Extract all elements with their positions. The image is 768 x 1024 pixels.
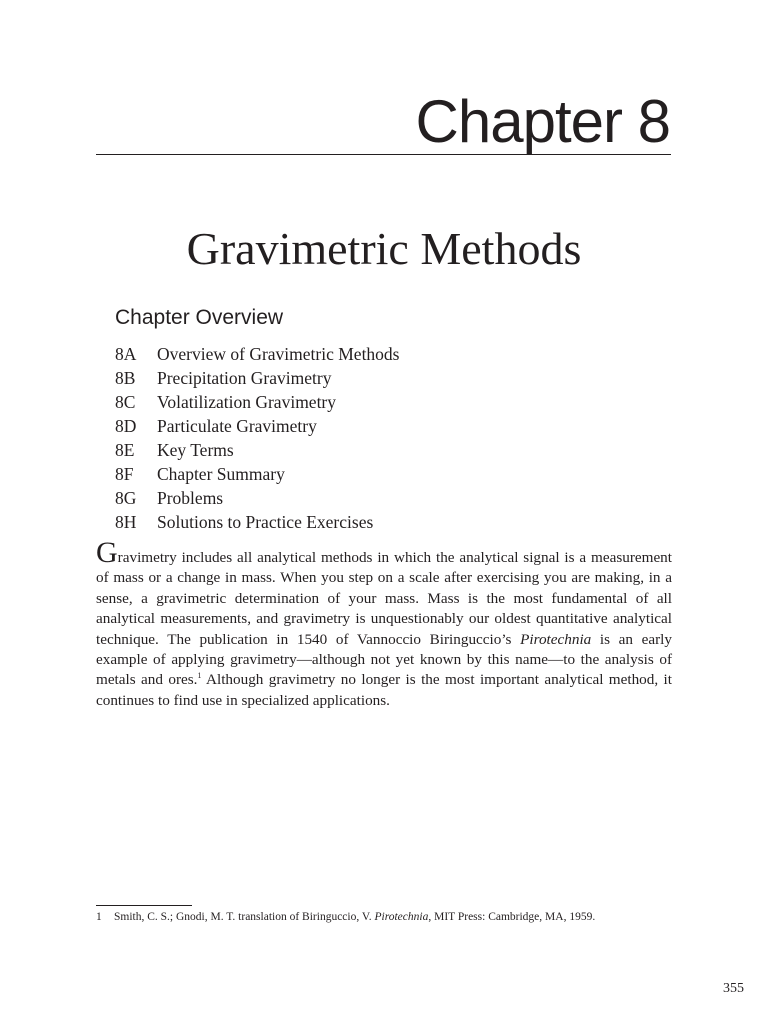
overview-item [115,342,400,366]
chapter-rule [96,154,671,155]
footnote-text-part: Smith, C. S.; Gnodi, M. T. translation of Biringuccio, V. [114,911,375,923]
overview-item [115,414,400,438]
body-text-part: ravimetry includes all analytical methods in which the analytical signal is a measurement of mass or a change in mass. When you step on a scale after exercising you are making, in a sense, a gravimetric determination of your mass. Mass is the most fundamental of all analytical measurements, and gravimetry is unquestionably our oldest quantitative analytical technique. The publication in 1540 of Vannoccio Biringuccio’s [96,549,672,648]
overview-item-label: Volatilization Gravimetry [157,392,337,412]
chapter-overview-heading: Chapter Overview [115,306,284,329]
overview-item-label: Overview of Gravimetric Methods [157,344,400,364]
overview-item-label: Problems [157,488,224,508]
overview-item-code: 8A [115,344,137,364]
footnote-book-title: Pirotechnia [374,911,429,923]
overview-item [115,438,400,462]
overview-item [115,486,400,510]
overview-item-label: Precipitation Gravimetry [157,368,332,388]
footnote-reference[interactable]: 1 [197,671,202,681]
overview-item [115,510,400,534]
overview-item-code: 8E [115,440,135,460]
body-text-part: is an early example of applying gravimetry—although not yet known by this name—to the analysis of metals and ores. [96,630,673,689]
overview-item-label: Key Terms [157,440,234,460]
overview-item-code: 8F [115,464,134,484]
body-text-part: Although gravimetry no longer is the most important analytical method, it continues to find use in specialized applications. [96,671,672,709]
chapter-overview-list [115,342,400,534]
overview-item-code: 8D [115,416,137,436]
overview-item-label: Particulate Gravimetry [157,416,317,436]
book-title: Pirotechnia [520,630,592,648]
footnote-number: 1 [96,911,102,923]
overview-item-code: 8G [115,488,137,508]
footnote-rule [96,905,192,906]
footnote [96,910,672,924]
page-number: 355 [723,981,744,996]
chapter-heading: Chapter 8 [415,88,670,155]
overview-item-code: 8H [115,512,137,532]
body-paragraph [96,536,673,711]
overview-item-label: Solutions to Practice Exercises [157,512,374,532]
footnote-text-part: , MIT Press: Cambridge, MA, 1959. [428,911,596,923]
overview-item-code: 8C [115,392,136,412]
overview-item [115,366,400,390]
overview-item-label: Chapter Summary [157,464,285,484]
drop-cap: G [96,536,118,569]
overview-item [115,390,400,414]
overview-item-code: 8B [115,368,136,388]
chapter-title: Gravimetric Methods [186,223,582,274]
overview-item [115,462,400,486]
